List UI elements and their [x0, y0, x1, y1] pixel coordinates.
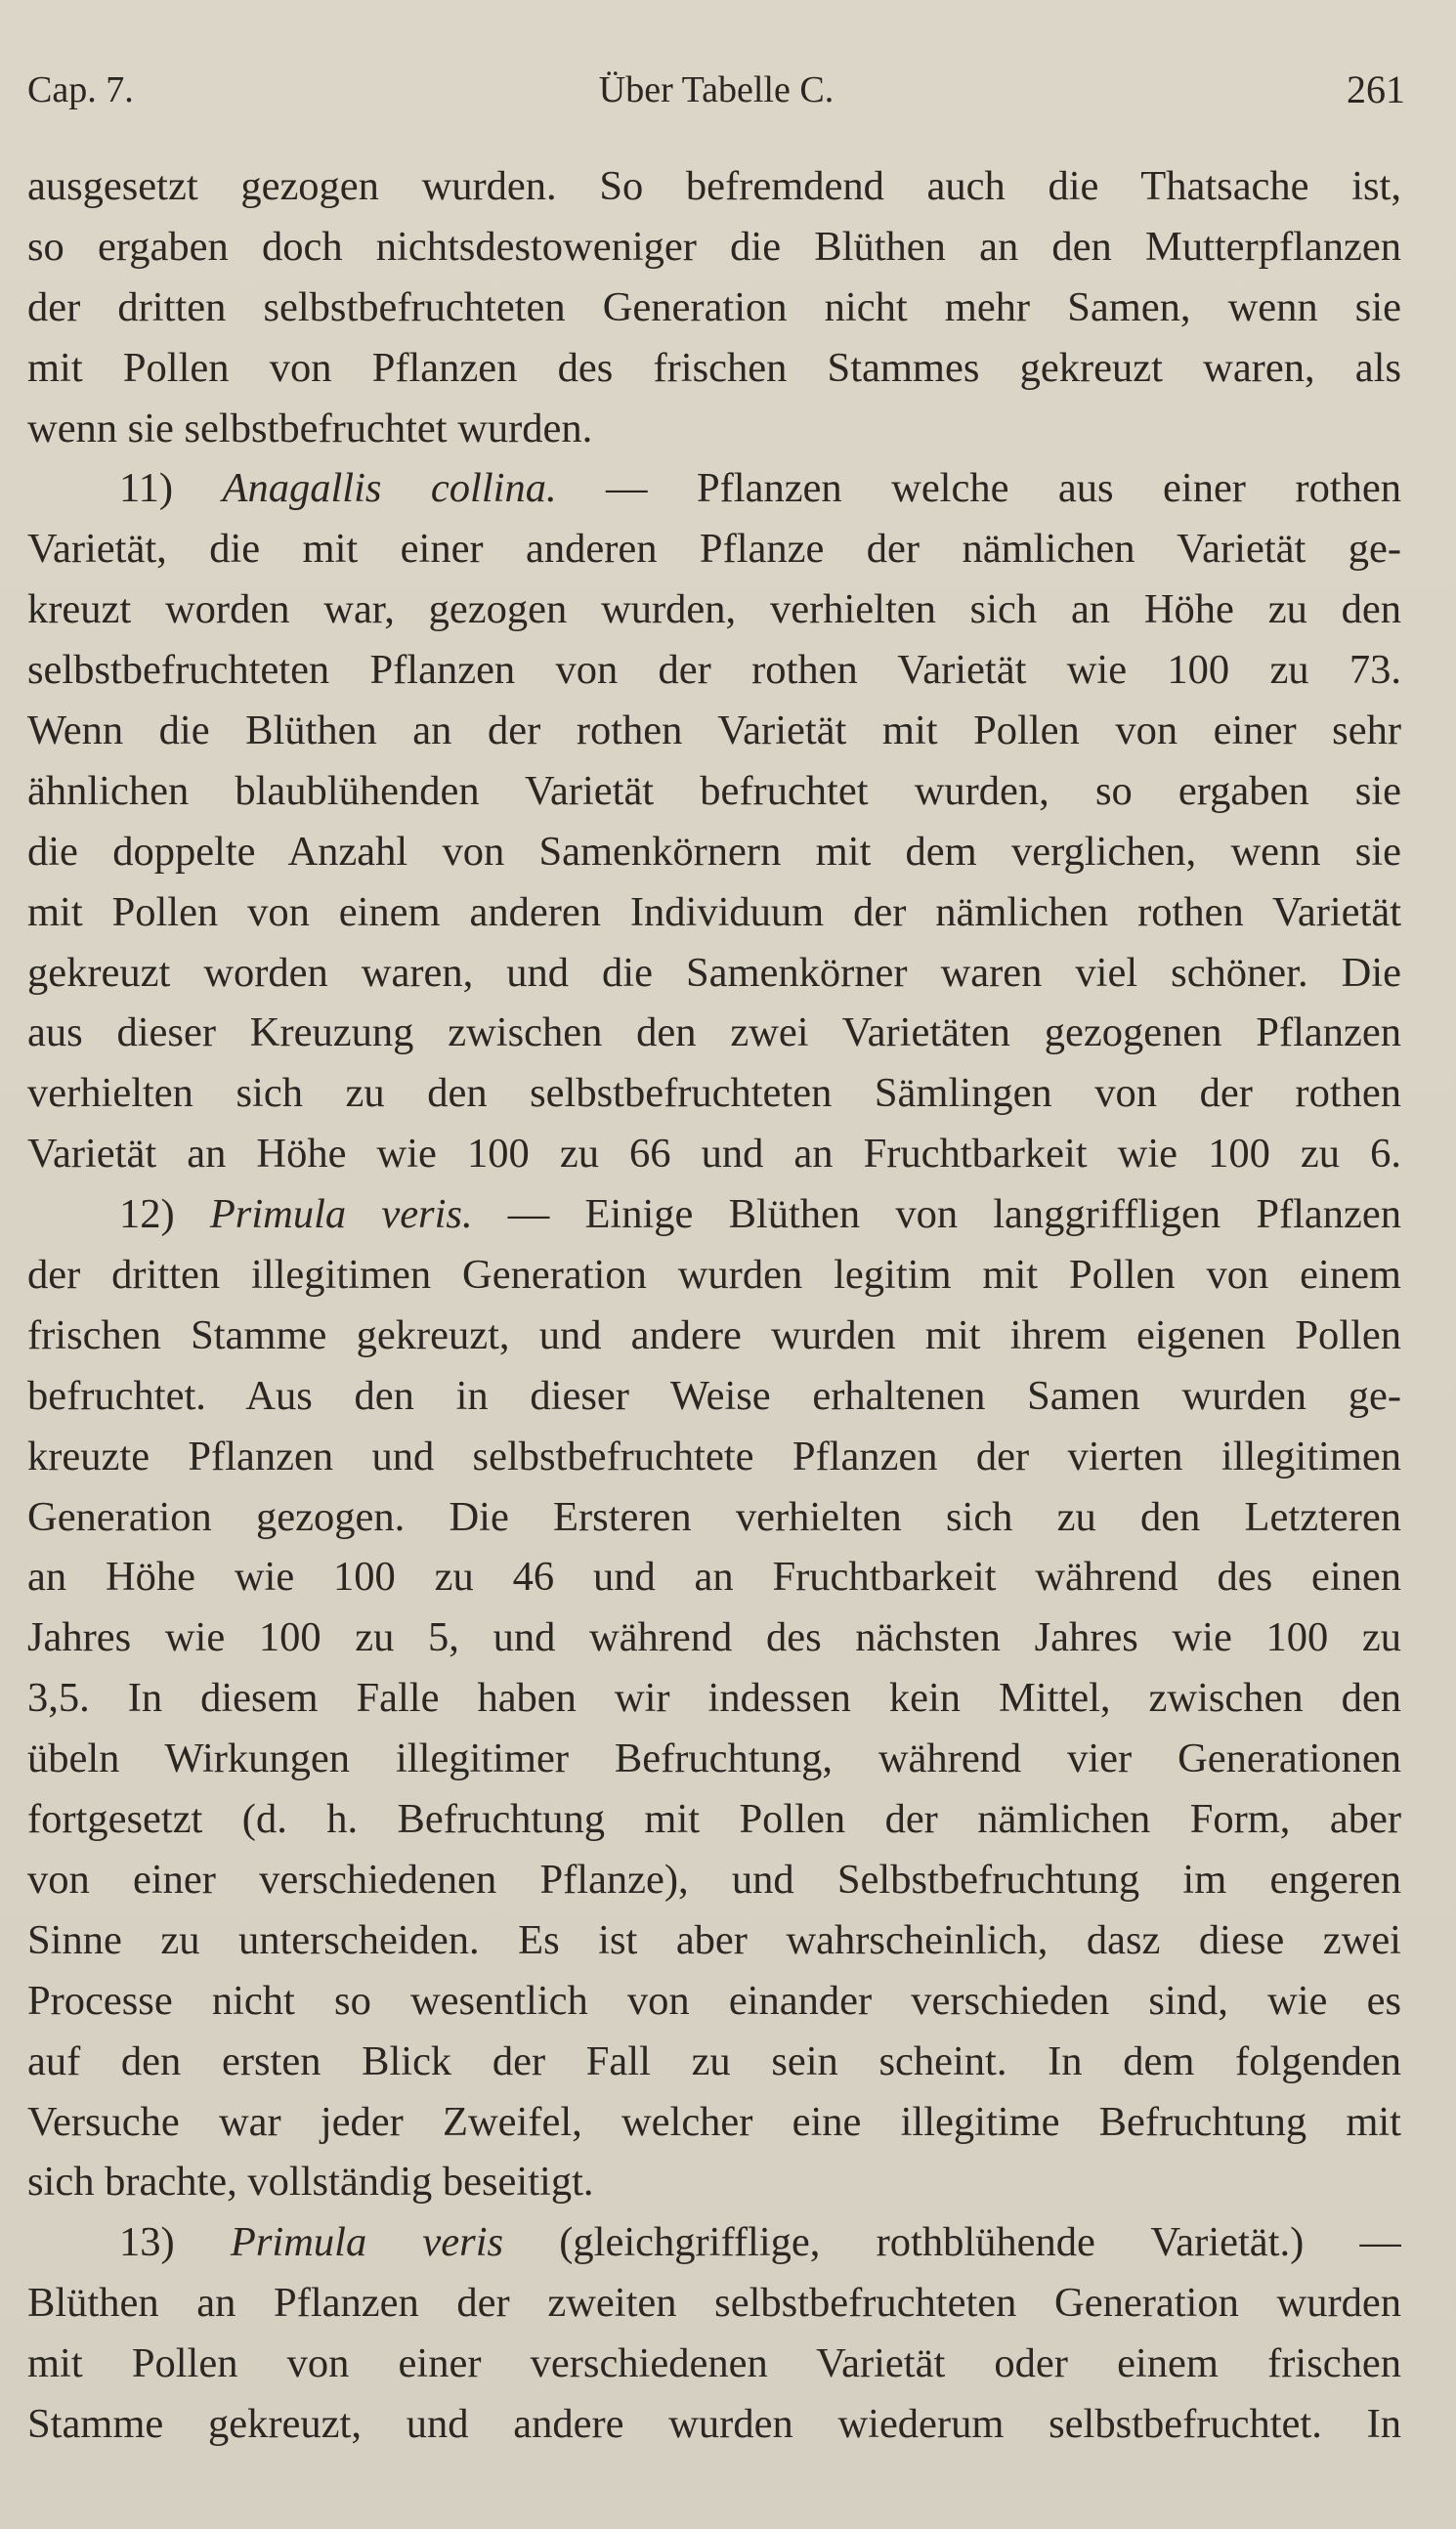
text-line: Jahres wie 100 zu 5, und während des nächsten Jahres wie 100 zu: [27, 1614, 1401, 1661]
text-line: verhielten sich zu den selbstbefruchteten Sämlingen von der rothen: [27, 1070, 1401, 1117]
body-text: [27, 156, 1401, 2455]
paragraph-number: 12): [119, 1191, 175, 1238]
text-line: so ergaben doch nichtsdestoweniger die Blüthen an den Mutterpflanzen: [27, 223, 1401, 270]
species-name: Primula veris.: [209, 1191, 473, 1238]
page-number: 261: [1347, 67, 1405, 111]
text-line: Stamme gekreuzt, und andere wurden wiederum selbstbefruchtet. In: [27, 2400, 1401, 2447]
running-header: [27, 61, 1405, 119]
running-title: Über Tabelle C.: [598, 69, 835, 110]
text-line: fortgesetzt (d. h. Befruchtung mit Pollen der nämlichen Form, aber: [27, 1796, 1401, 1843]
paragraph-13-first-line: [27, 2212, 1401, 2273]
text-line: kreuzt worden war, gezogen wurden, verhielten sich an Höhe zu den: [27, 586, 1401, 633]
text-line: mit Pollen von einer verschiedenen Varietät oder einem frischen: [27, 2340, 1401, 2387]
text-line: mit Pollen von einem anderen Individuum der nämlichen rothen Varietät: [27, 888, 1401, 935]
paragraph-first-line-text: — Einige Blüthen von langgriffligen Pflanzen: [507, 1191, 1401, 1238]
text-line: Blüthen an Pflanzen der zweiten selbstbefruchteten Generation wurden: [27, 2280, 1401, 2327]
text-line: ähnlichen blaublühenden Varietät befruchtet wurden, so ergaben sie: [27, 767, 1401, 814]
paragraph-first-line-text: (gleichgrifflige, rothblühende Varietät.) —: [559, 2219, 1401, 2266]
text-line: ausgesetzt gezogen wurden. So befremdend auch die Thatsache ist,: [27, 163, 1401, 209]
paragraph-11-first-line: [27, 458, 1401, 519]
text-line: Sinne zu unterscheiden. Es ist aber wahrscheinlich, dasz diese zwei: [27, 1916, 1401, 1963]
text-line: selbstbefruchteten Pflanzen von der rothen Varietät wie 100 zu 73.: [27, 647, 1401, 694]
text-line: Varietät, die mit einer anderen Pflanze der nämlichen Varietät ge-: [27, 526, 1401, 573]
paragraph-number: 13): [119, 2219, 175, 2266]
text-line: Generation gezogen. Die Ersteren verhielten sich zu den Letzteren: [27, 1493, 1401, 1540]
text-line: Wenn die Blüthen an der rothen Varietät mit Pollen von einer sehr: [27, 707, 1401, 754]
text-line: der dritten selbstbefruchteten Generation nicht mehr Samen, wenn sie: [27, 283, 1401, 330]
text-line: sich brachte, vollständig beseitigt.: [27, 2159, 594, 2206]
text-line: mit Pollen von Pflanzen des frischen Stammes gekreuzt waren, als: [27, 344, 1401, 391]
species-name: Primula veris: [230, 2219, 504, 2266]
paragraph-12-first-line: [27, 1184, 1401, 1245]
text-line: 3,5. In diesem Falle haben wir indessen kein Mittel, zwischen den: [27, 1675, 1401, 1722]
species-name: Anagallis collina.: [222, 465, 557, 512]
paragraph-first-line-text: — Pflanzen welche aus einer rothen: [606, 465, 1401, 512]
text-line: an Höhe wie 100 zu 46 und an Fruchtbarkeit während des einen: [27, 1554, 1401, 1601]
text-line: kreuzte Pflanzen und selbstbefruchtete Pflanzen der vierten illegitimen: [27, 1433, 1401, 1479]
text-line: die doppelte Anzahl von Samenkörnern mit dem verglichen, wenn sie: [27, 828, 1401, 875]
text-line: wenn sie selbstbefruchtet wurden.: [27, 405, 593, 451]
text-line: auf den ersten Blick der Fall zu sein scheint. In dem folgenden: [27, 2037, 1401, 2084]
text-line: Processe nicht so wesentlich von einander verschieden sind, wie es: [27, 1977, 1401, 2024]
text-line: gekreuzt worden waren, und die Samenkörner waren viel schöner. Die: [27, 949, 1401, 996]
chapter-label: Cap. 7.: [27, 69, 134, 110]
text-line: von einer verschiedenen Pflanze), und Selbstbefruchtung im engeren: [27, 1856, 1401, 1903]
text-line: übeln Wirkungen illegitimer Befruchtung, während vier Generationen: [27, 1736, 1401, 1782]
text-line: Varietät an Höhe wie 100 zu 66 und an Fruchtbarkeit wie 100 zu 6.: [27, 1131, 1401, 1178]
text-line: der dritten illegitimen Generation wurden legitim mit Pollen von einem: [27, 1252, 1401, 1299]
text-line: frischen Stamme gekreuzt, und andere wurden mit ihrem eigenen Pollen: [27, 1311, 1401, 1358]
text-line: Versuche war jeder Zweifel, welcher eine illegitime Befruchtung mit: [27, 2098, 1401, 2145]
text-line: befruchtet. Aus den in dieser Weise erhaltenen Samen wurden ge-: [27, 1372, 1401, 1419]
paragraph-number: 11): [119, 465, 174, 512]
text-line: aus dieser Kreuzung zwischen den zwei Varietäten gezogenen Pflanzen: [27, 1009, 1401, 1056]
